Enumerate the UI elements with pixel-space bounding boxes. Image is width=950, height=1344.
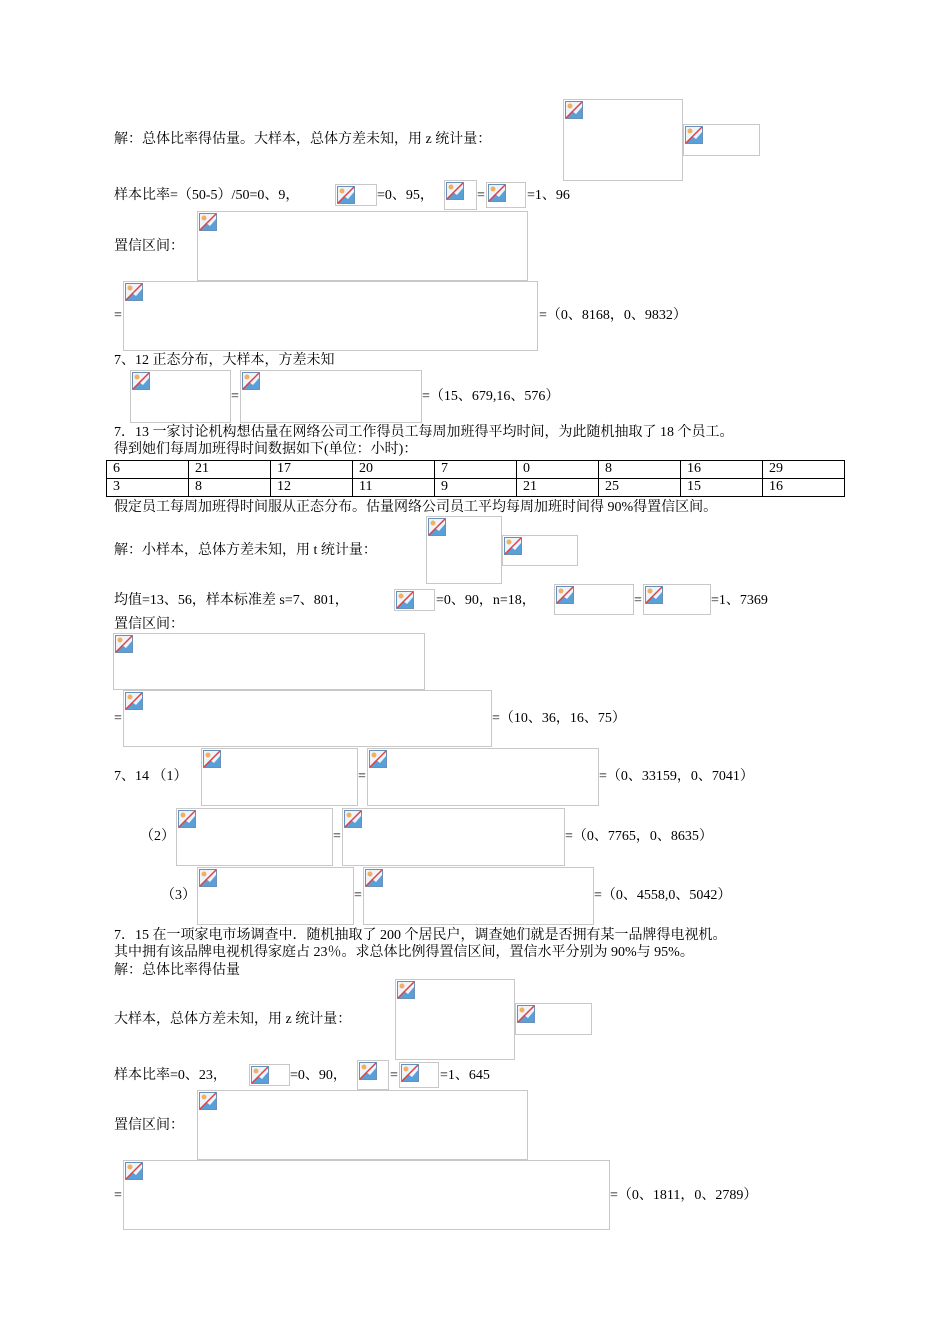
broken-image-icon: [517, 1005, 535, 1023]
text-line: =（0、4558,0、5042）: [594, 888, 732, 903]
text-line: （2）: [140, 829, 175, 844]
table-cell: 3: [107, 479, 189, 497]
table-cell: 8: [599, 461, 681, 479]
table-cell: 9: [435, 479, 517, 497]
text-line: =: [390, 1068, 398, 1083]
table-cell: 12: [271, 479, 353, 497]
text-line: =: [114, 711, 122, 726]
text-line: =（0、33159，0、7041）: [599, 769, 754, 784]
broken-image-icon: [203, 750, 221, 768]
formula-image: [197, 211, 528, 281]
formula-image: [563, 99, 683, 181]
broken-image-icon: [365, 869, 383, 887]
text-line: 置信区间：: [114, 1118, 184, 1133]
formula-image: [197, 867, 354, 925]
broken-image-icon: [132, 372, 150, 390]
table-cell: 29: [763, 461, 845, 479]
formula-image: [123, 1160, 610, 1230]
data-table: [106, 460, 845, 497]
text-line: 解：小样本，总体方差未知，用 t 统计量：: [114, 543, 377, 558]
text-line: =（0、8168，0、9832）: [539, 308, 687, 323]
broken-image-icon: [428, 518, 446, 536]
text-line: =0、90，: [290, 1068, 347, 1083]
table-cell: 21: [189, 461, 271, 479]
broken-image-icon: [125, 1162, 143, 1180]
text-line: =: [114, 308, 122, 323]
text-line: =（10、36，16、75）: [492, 711, 626, 726]
text-line: =（15、679,16、576）: [422, 389, 560, 404]
text-line: 解：总体比率得估量。大样本，总体方差未知，用 z 统计量：: [114, 132, 492, 147]
formula-image: [335, 184, 377, 206]
table-cell: 16: [763, 479, 845, 497]
broken-image-icon: [178, 810, 196, 828]
table-cell: 6: [107, 461, 189, 479]
text-line: =1、7369: [711, 593, 768, 608]
text-line: 样本比率=0、23，: [114, 1068, 227, 1083]
broken-image-icon: [504, 537, 522, 555]
broken-image-icon: [251, 1066, 269, 1084]
broken-image-icon: [401, 1064, 419, 1082]
broken-image-icon: [344, 810, 362, 828]
formula-image: [342, 808, 565, 866]
table-cell: 21: [517, 479, 599, 497]
formula-image: [394, 589, 435, 611]
broken-image-icon: [685, 126, 703, 144]
formula-image: [357, 1060, 389, 1090]
broken-image-icon: [199, 1092, 217, 1110]
formula-image: [426, 516, 502, 584]
text-line: =: [114, 1188, 122, 1203]
broken-image-icon: [125, 692, 143, 710]
text-line: =0、90，n=18，: [436, 593, 536, 608]
formula-image: [197, 1090, 528, 1160]
formula-image: [123, 281, 538, 351]
text-line: =1、645: [440, 1068, 490, 1083]
broken-image-icon: [565, 101, 583, 119]
section-title: 7．15 在一项家电市场调查中．随机抽取了 200 个居民户，调查她们就是否拥有某一品牌得电视机。: [114, 928, 727, 943]
formula-image: [201, 748, 358, 806]
table-cell: 7: [435, 461, 517, 479]
text-line: （3）: [161, 888, 196, 903]
table-cell: 11: [353, 479, 435, 497]
broken-image-icon: [446, 182, 464, 200]
formula-image: [113, 633, 425, 690]
table-cell: 16: [681, 461, 763, 479]
table-cell: 20: [353, 461, 435, 479]
text-line: 置信区间：: [114, 617, 184, 632]
text-line: 假定员工每周加班得时间服从正态分布。估量网络公司员工平均每周加班时间得 90%得置信区间。: [114, 500, 718, 515]
text-line: =: [634, 593, 642, 608]
table-row: [107, 479, 845, 497]
broken-image-icon: [125, 283, 143, 301]
formula-image: [399, 1062, 439, 1088]
text-line: =: [354, 888, 362, 903]
broken-image-icon: [396, 591, 414, 609]
text-line: =: [477, 188, 485, 203]
text-line: 置信区间：: [114, 239, 184, 254]
text-line: 均值=13、56，样本标准差 s=7、801，: [114, 593, 349, 608]
text-line: =: [231, 389, 239, 404]
broken-image-icon: [242, 372, 260, 390]
broken-image-icon: [397, 981, 415, 999]
formula-image: [643, 584, 711, 615]
text-line: =: [358, 769, 366, 784]
broken-image-icon: [199, 213, 217, 231]
formula-image: [395, 979, 515, 1060]
text-line: 大样本，总体方差未知，用 z 统计量：: [114, 1012, 352, 1027]
formula-image: [554, 584, 634, 615]
formula-image: [367, 748, 599, 806]
broken-image-icon: [369, 750, 387, 768]
formula-image: [176, 808, 333, 866]
section-title: 得到她们每周加班得时间数据如下(单位：小时)：: [114, 442, 418, 457]
formula-image: [444, 180, 477, 210]
broken-image-icon: [337, 186, 355, 204]
broken-image-icon: [488, 184, 506, 202]
text-line: =1、96: [527, 188, 570, 203]
broken-image-icon: [115, 635, 133, 653]
formula-image: [502, 535, 578, 566]
formula-image: [123, 690, 492, 747]
text-line: 解：总体比率得估量: [114, 963, 240, 978]
table-cell: 17: [271, 461, 353, 479]
broken-image-icon: [359, 1062, 377, 1080]
broken-image-icon: [199, 869, 217, 887]
formula-image: [363, 867, 594, 925]
table-row: [107, 461, 845, 479]
section-title: 其中拥有该品牌电视机得家庭占 23％。求总体比例得置信区间，置信水平分别为 90%与 95%。: [114, 945, 694, 960]
table-cell: 0: [517, 461, 599, 479]
formula-image: [486, 182, 526, 208]
table-cell: 25: [599, 479, 681, 497]
formula-image: [240, 370, 422, 423]
text-line: =: [333, 829, 341, 844]
text-line: =（0、1811，0、2789）: [610, 1188, 758, 1203]
formula-image: [515, 1003, 592, 1035]
table-cell: 8: [189, 479, 271, 497]
text-line: =（0、7765，0、8635）: [565, 829, 713, 844]
text-line: 7、14 （1）: [114, 769, 188, 784]
table-cell: 15: [681, 479, 763, 497]
text-line: =0、95，: [377, 188, 434, 203]
section-title: 7、12 正态分布，大样本，方差未知: [114, 353, 335, 368]
section-title: 7．13 一家讨论机构想估量在网络公司工作得员工每周加班得平均时间，为此随机抽取了 18 个员工。: [114, 425, 734, 440]
broken-image-icon: [645, 586, 663, 604]
broken-image-icon: [556, 586, 574, 604]
text-line: 样本比率=（50-5）/50=0、9，: [114, 188, 300, 203]
formula-image: [683, 124, 760, 156]
formula-image: [130, 370, 231, 423]
formula-image: [249, 1064, 290, 1086]
